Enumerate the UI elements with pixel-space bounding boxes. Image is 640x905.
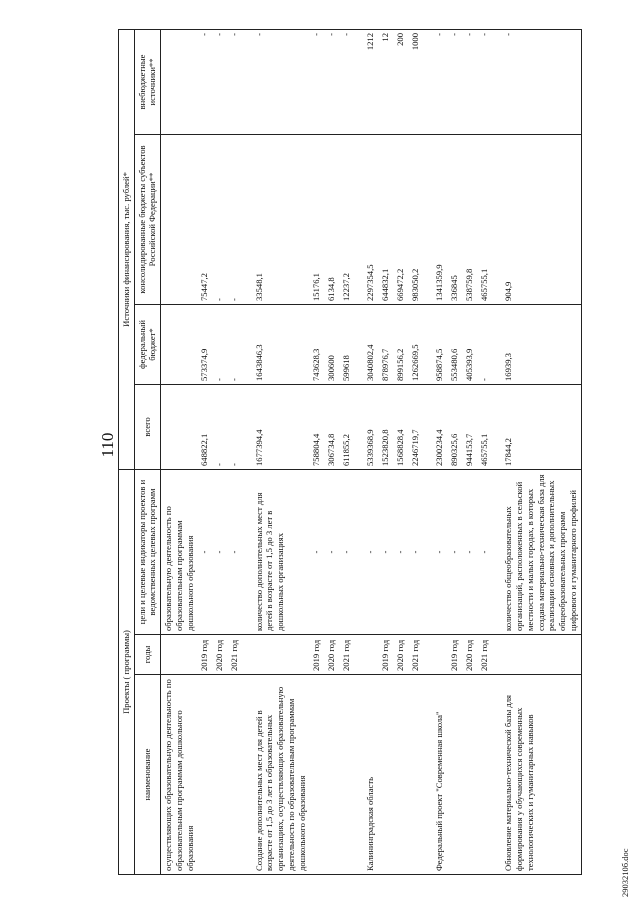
table-row	[363, 29, 378, 874]
table-row	[501, 29, 581, 874]
page-number: 110	[98, 432, 117, 458]
cell-total: -	[212, 384, 227, 469]
spacer-cell	[242, 635, 252, 675]
header-regional: консолидированные бюджеты субъектов Российской Федерации**	[134, 134, 160, 304]
cell-extra: -	[227, 29, 242, 134]
cell-total: -	[227, 384, 242, 469]
spacer-cell	[491, 304, 501, 384]
cell-extra: 200	[393, 29, 408, 134]
table-row	[227, 29, 242, 874]
cell-name	[462, 675, 477, 875]
cell-federal: 300600	[324, 304, 339, 384]
spacer-cell	[242, 304, 252, 384]
cell-extra: 12	[378, 29, 393, 134]
cell-name: осуществляющих образовательную деятельность по образовательным программам дошкольного образования	[161, 675, 198, 875]
spacer-cell	[422, 134, 432, 304]
cell-year: 2021 год	[227, 635, 242, 675]
cell-total	[161, 384, 198, 469]
cell-total: 465755,1	[477, 384, 492, 469]
cell-regional: 33548,1	[252, 134, 310, 304]
spacer-cell	[242, 469, 252, 634]
cell-total: 611855,2	[339, 384, 354, 469]
cell-extra: -	[324, 29, 339, 134]
header-total: всего	[134, 384, 160, 469]
cell-extra: 1212	[363, 29, 378, 134]
cell-year: 2020 год	[462, 635, 477, 675]
spacer-cell	[422, 29, 432, 134]
row-spacer	[353, 29, 363, 874]
cell-extra: -	[477, 29, 492, 134]
cell-extra: -	[197, 29, 212, 134]
financing-table	[118, 29, 582, 875]
cell-regional: 465755,1	[477, 134, 492, 304]
table-row	[252, 29, 310, 874]
table-row	[477, 29, 492, 874]
table-row	[432, 29, 447, 874]
cell-regional: 336845	[447, 134, 462, 304]
cell-regional: 15176,1	[309, 134, 324, 304]
cell-extra: -	[212, 29, 227, 134]
cell-goal: -	[339, 469, 354, 634]
cell-name	[477, 675, 492, 875]
spacer-cell	[242, 29, 252, 134]
cell-goal: -	[462, 469, 477, 634]
cell-federal: -	[477, 304, 492, 384]
cell-total: 17844,2	[501, 384, 581, 469]
cell-goal: -	[408, 469, 423, 634]
cell-regional: 983050,2	[408, 134, 423, 304]
cell-federal: 1262669,5	[408, 304, 423, 384]
cell-year	[501, 635, 581, 675]
cell-total: 758804,4	[309, 384, 324, 469]
spacer-cell	[491, 469, 501, 634]
spacer-cell	[491, 635, 501, 675]
cell-total: 1523820,8	[378, 384, 393, 469]
cell-regional: 75447,2	[197, 134, 212, 304]
spacer-cell	[242, 134, 252, 304]
cell-federal: -	[212, 304, 227, 384]
header-projects: Проекты ( программы)	[119, 469, 135, 874]
cell-name	[378, 675, 393, 875]
spacer-cell	[491, 134, 501, 304]
cell-federal: 743628,3	[309, 304, 324, 384]
cell-extra: -	[309, 29, 324, 134]
cell-goal: количество дополнительных мест для детей в возрасте от 1,5 до 3 лет в дошкольных организациях	[252, 469, 310, 634]
cell-year: 2020 год	[212, 635, 227, 675]
cell-regional: 12237,2	[339, 134, 354, 304]
cell-extra: -	[501, 29, 581, 134]
spacer-cell	[353, 384, 363, 469]
cell-regional: 644832,1	[378, 134, 393, 304]
spacer-cell	[422, 635, 432, 675]
cell-name	[447, 675, 462, 875]
cell-total: 1677394,4	[252, 384, 310, 469]
cell-goal: -	[227, 469, 242, 634]
cell-total: 1568828,4	[393, 384, 408, 469]
cell-regional: 1341359,9	[432, 134, 447, 304]
table-row	[309, 29, 324, 874]
cell-goal: -	[393, 469, 408, 634]
spacer-cell	[422, 469, 432, 634]
cell-extra: -	[339, 29, 354, 134]
cell-year: 2021 год	[477, 635, 492, 675]
spacer-cell	[242, 384, 252, 469]
cell-total: 944153,7	[462, 384, 477, 469]
spacer-cell	[353, 29, 363, 134]
cell-total: 890325,6	[447, 384, 462, 469]
cell-federal: 1643846,3	[252, 304, 310, 384]
cell-year	[432, 635, 447, 675]
cell-extra: -	[432, 29, 447, 134]
header-extra: внебюджетные источники**	[134, 29, 160, 134]
header-sources: Источники финансирования, тыс. рублей*	[119, 29, 135, 469]
cell-extra: 1000	[408, 29, 423, 134]
header-name: наименование	[134, 675, 160, 875]
row-spacer	[422, 29, 432, 874]
cell-year: 2019 год	[309, 635, 324, 675]
row-spacer	[491, 29, 501, 874]
cell-name	[309, 675, 324, 875]
cell-regional: -	[212, 134, 227, 304]
cell-goal: -	[363, 469, 378, 634]
cell-name: Создание дополнительных мест для детей в возрасте от 1,5 до 3 лет в образовательных организациях, осуществляющих образовательную деятельность по образовательным программам дошкольного образования	[252, 675, 310, 875]
table-row	[324, 29, 339, 874]
spacer-cell	[422, 675, 432, 875]
cell-regional: 538759,8	[462, 134, 477, 304]
cell-federal: 878976,7	[378, 304, 393, 384]
cell-federal: 553480,6	[447, 304, 462, 384]
spacer-cell	[353, 675, 363, 875]
cell-name: Федеральный проект "Современная школа"	[432, 675, 447, 875]
cell-total: 2300234,4	[432, 384, 447, 469]
cell-extra: -	[447, 29, 462, 134]
cell-extra	[161, 29, 198, 134]
cell-federal: 958874,5	[432, 304, 447, 384]
cell-name	[339, 675, 354, 875]
table-header-columns	[134, 29, 160, 874]
cell-federal: 3040802,4	[363, 304, 378, 384]
cell-regional: 6134,8	[324, 134, 339, 304]
cell-name	[212, 675, 227, 875]
cell-goal: -	[324, 469, 339, 634]
cell-goal: -	[309, 469, 324, 634]
table-row	[197, 29, 212, 874]
spacer-cell	[242, 675, 252, 875]
cell-goal: -	[212, 469, 227, 634]
row-spacer	[242, 29, 252, 874]
table-row	[161, 29, 198, 874]
cell-year: 2019 год	[197, 635, 212, 675]
cell-goal: образовательную деятельность по образовательным программам дошкольного образования	[161, 469, 198, 634]
cell-name	[324, 675, 339, 875]
cell-goal: -	[477, 469, 492, 634]
cell-name: Обновление материально-технической базы для формирования у обучающихся современных технологических и гуманитарных навыков	[501, 675, 581, 875]
cell-federal: 16939,3	[501, 304, 581, 384]
cell-regional: 904,9	[501, 134, 581, 304]
table-header-top	[119, 29, 135, 874]
spacer-cell	[422, 304, 432, 384]
cell-year	[252, 635, 310, 675]
cell-extra: -	[252, 29, 310, 134]
cell-name: Калининградская область	[363, 675, 378, 875]
spacer-cell	[422, 384, 432, 469]
spacer-cell	[353, 635, 363, 675]
table-body	[161, 29, 581, 874]
cell-name	[393, 675, 408, 875]
spacer-cell	[491, 384, 501, 469]
header-goals: цели и целевые индикаторы проектов и ведомственных целевых программ	[134, 469, 160, 634]
cell-federal: -	[227, 304, 242, 384]
cell-total: 648822,1	[197, 384, 212, 469]
cell-goal: -	[447, 469, 462, 634]
table-row	[408, 29, 423, 874]
cell-year: 2020 год	[393, 635, 408, 675]
table-row	[378, 29, 393, 874]
cell-year: 2021 год	[339, 635, 354, 675]
cell-federal: 405393,9	[462, 304, 477, 384]
cell-name	[408, 675, 423, 875]
cell-federal: 599618	[339, 304, 354, 384]
cell-goal: количество общеобразовательных организаций, расположенных в сельской местности и малых городах, в которых создана материально-техническая база для реализации основных и дополнительных общеобразовательных программ цифрового и гуманитарного профилей	[501, 469, 581, 634]
cell-year: 2019 год	[447, 635, 462, 675]
cell-year	[363, 635, 378, 675]
cell-total: 5339368,9	[363, 384, 378, 469]
cell-name	[197, 675, 212, 875]
table-row	[212, 29, 227, 874]
cell-total: 2246719,7	[408, 384, 423, 469]
cell-regional: 669472,2	[393, 134, 408, 304]
cell-goal: -	[197, 469, 212, 634]
table-row	[339, 29, 354, 874]
cell-regional: -	[227, 134, 242, 304]
table-row	[447, 29, 462, 874]
header-years: годы	[134, 635, 160, 675]
cell-year	[161, 635, 198, 675]
table-row	[462, 29, 477, 874]
spacer-cell	[491, 675, 501, 875]
cell-year: 2021 год	[408, 635, 423, 675]
cell-federal: 573374,9	[197, 304, 212, 384]
document-id: 2903210б.doc	[620, 848, 630, 897]
spacer-cell	[353, 469, 363, 634]
cell-extra: -	[462, 29, 477, 134]
spacer-cell	[491, 29, 501, 134]
cell-name	[227, 675, 242, 875]
spacer-cell	[353, 304, 363, 384]
cell-total: 306734,8	[324, 384, 339, 469]
cell-regional: 2297354,5	[363, 134, 378, 304]
cell-regional	[161, 134, 198, 304]
cell-goal: -	[378, 469, 393, 634]
table-row	[393, 29, 408, 874]
cell-federal	[161, 304, 198, 384]
cell-year: 2020 год	[324, 635, 339, 675]
cell-federal: 899156,2	[393, 304, 408, 384]
spacer-cell	[353, 134, 363, 304]
cell-year: 2019 год	[378, 635, 393, 675]
cell-goal: -	[432, 469, 447, 634]
header-federal: федеральный бюджет*	[134, 304, 160, 384]
